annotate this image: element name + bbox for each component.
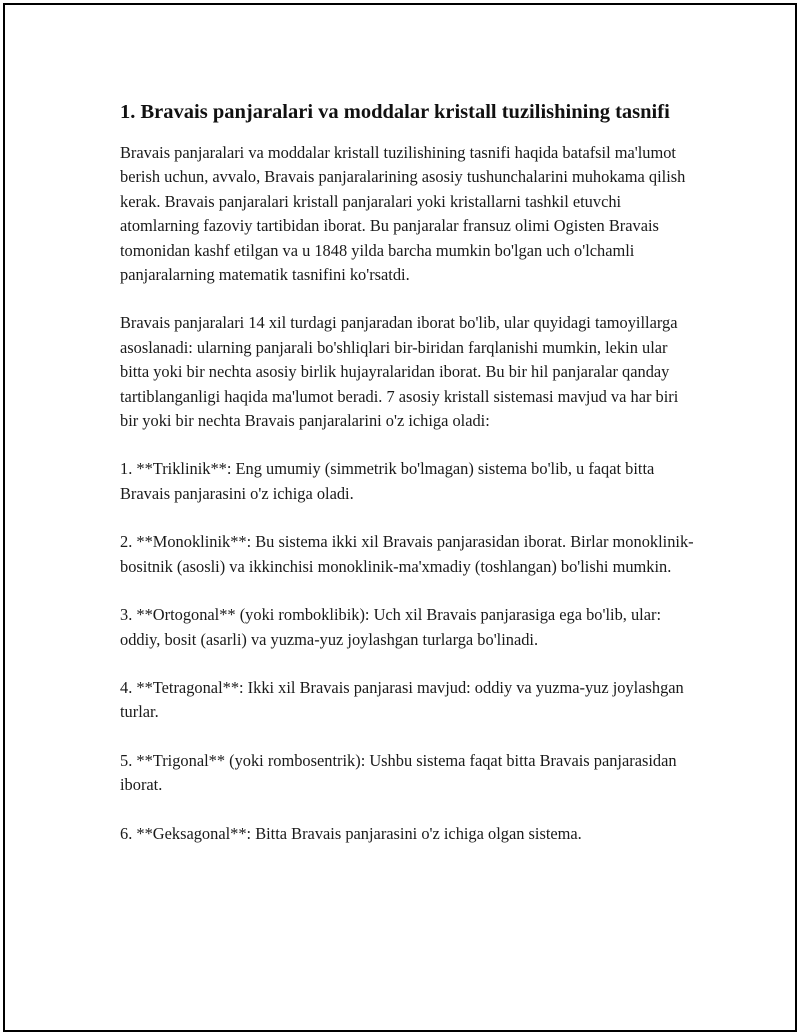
list-item-hexagonal: 6. **Geksagonal**: Bitta Bravais panjarasini o'z ichiga olgan sistema. [120,823,582,843]
page-frame [3,3,797,1032]
list-item-triclinic: 1. **Triklinik**: Eng umumiy (simmetrik bo'lmagan) sistema bo'lib, u faqat bitta Bravais panjarasini o'z ichiga oladi. [120,459,655,503]
list-item-monoclinic: 2. **Monoklinik**: Bu sistema ikki xil Bravais panjarasidan iborat. Birlar monoklinik-bositnik (asosli) va ikkinchisi monoklinik-ma'xmadiy (toshlangan) bo'lishi mumkin. [120,532,694,576]
intro-paragraph: Bravais panjaralari va moddalar kristall tuzilishining tasnifi haqida batafsil ma'lumot berish uchun, avvalo, Bravais panjaralarining asosiy tushunchalarini muhokama qilish kerak. Bravais panjaralari kristall panjaralari yoki kristallarni tashkil etuvchi atomlarning fazoviy tartibidan iborat. Bu panjaralar fransuz olimi Ogisten Bravais tomonidan kashf etilgan va u 1848 yilda barcha mumkin bo'lgan uch o'lchamli panjaralarning matematik tasnifini ko'rsatdi. [120,143,686,285]
list-item-tetragonal: 4. **Tetragonal**: Ikki xil Bravais panjarasi mavjud: oddiy va yuzma-yuz joylashgan turlar. [120,677,684,722]
list-item-orthogonal: 3. **Ortogonal** (yoki romboklibik): Uch xil Bravais panjarasiga ega bo'lib, ular: oddiy, bosit (asarli) va yuzma-yuz joylashgan turlarga bo'linadi. [120,605,661,649]
document-title: 1. Bravais panjaralari va moddalar kristall tuzilishining tasnifi [120,101,670,123]
document-body [120,95,700,870]
list-item-trigonal: 5. **Trigonal** (yoki rombosentrik): Ushbu sistema faqat bitta Bravais panjarasidan iborat. [120,750,677,795]
bravais-types-paragraph: Bravais panjaralari 14 xil turdagi panjaradan iborat bo'lib, ular quyidagi tamoyillarga asoslanadi: ularning panjarali bo'shliqlari bir-biridan farqlanishi mumkin, lekin ular bitta yoki bir nechta asosiy birlik hujayralaridan iborat. Bu bir hil panjaralar qanday tartiblanganligi haqida ma'lumot beradi. 7 asosiy kristall sistemasi mavjud va har biri bir yoki bir nechta Bravais panjaralarini o'z ichiga oladi: [120,313,679,431]
